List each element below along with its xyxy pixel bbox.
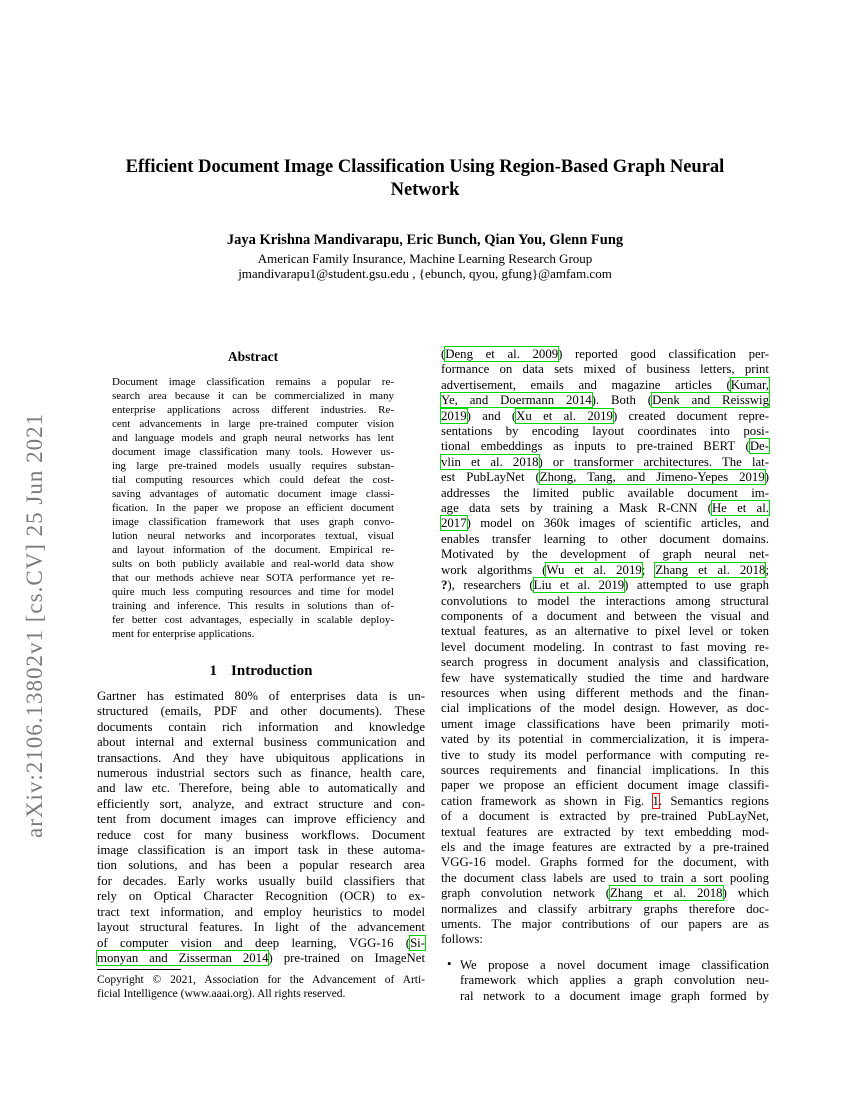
text-line: Network [390,180,460,200]
text-line: (Deng et al. 2009) reported good classification per- [441,347,769,361]
text-line: addresses the limited public available document im- [441,485,769,500]
citation-link[interactable]: 2019 [441,408,467,423]
text-line: image classification is an import task in these automa- [97,843,425,858]
text-line: normalizes and classify arbitrary graphs therefore doc- [441,901,769,916]
text-line: est PubLayNet (Zhong, Tang, and Jimeno-Yepes 2019) [441,470,769,485]
text-line: els and the image features are extracted by a pre-trained [441,840,769,854]
citation-link[interactable]: Si- [410,935,425,950]
text-line: saving advantages of automatic document image classi- [112,488,394,500]
contribution-bullet-item [441,958,769,1004]
text-line: cent advancements in large pre-trained computer vision [112,418,394,430]
text-span: ? [441,578,448,593]
citation-link[interactable]: Liu et al. 2019 [533,578,625,593]
text-line: training and inference. This results in solutions than of- [112,600,394,612]
citation-link[interactable]: Deng et al. 2009 [445,347,559,361]
text-line: vlin et al. 2018) or transformer architectures. The lat- [441,454,770,469]
citation-link[interactable]: Xu et al. 2019 [516,408,613,423]
text-line: ing large pre-trained models usually requires substan- [112,460,394,472]
affiliation: American Family Insurance, Machine Learning Research Group [257,251,593,266]
paper-title [85,156,765,202]
citation-link[interactable]: monyan and Zisserman 2014 [97,950,269,965]
text-line: sentations by encoding layout coordinates into posi- [441,424,769,439]
text-line: that our methods achieve near SOTA performance yet re- [112,572,394,584]
arxiv-watermark: arXiv:2106.13802v1 [cs.CV] 25 Jun 2021 [22,412,47,838]
section-heading-introduction [97,663,425,680]
text-line: advertisement, emails and magazine articles (Kumar, [441,377,769,392]
text-line: ficial Intelligence (www.aaai.org). All rights reserved. [97,988,346,1001]
text-line: formance on data sets mixed of business letters, print [441,362,769,377]
text-line: VGG-16 model. Graphs formed for the document, with [441,855,769,870]
section-title: Introduction [231,663,313,679]
text-line: for decades. Early works usually build classifiers that [97,873,425,888]
text-line: We propose a novel document image classification [460,958,769,972]
text-line: layout structural features. In light of the advancement [97,920,425,935]
text-line: and layout information of the document. Empirical re- [112,544,394,556]
text-line: search area because it can be commercialized in many [112,390,394,402]
text-line: 2019) and (Xu et al. 2019) created document repre- [441,408,769,423]
text-line: image classification framework that uses graph convo- [112,516,394,528]
text-line: fer better cost advantages, especially in scalable deploy- [112,614,394,626]
text-line: textual features are extracted by text embedding mod- [441,824,769,839]
citation-link[interactable]: Wu et al. 2019 [546,562,642,577]
text-line: efficiently sort, analyze, and extract structure and con- [97,796,425,811]
text-line: tial computing resources which could defeat the cost- [112,474,394,486]
text-line: tive to study its model performance with computing re- [441,747,769,762]
text-line: fication. In the paper we propose an efficient document [112,502,394,514]
text-line: enterprise applications across different industries. Re- [112,404,394,416]
citation-link[interactable]: Ye, and Doermann 2014 [441,393,592,408]
citation-link[interactable]: vlin et al. 2018 [441,454,539,469]
text-line: lution neural networks and incorporates textual, visual [112,530,394,542]
text-line: convolutions to model the interactions among structural [441,593,769,608]
text-line: reduce cost for many business workflows. Document [97,827,425,842]
text-line: paper we propose an efficient document image classifi- [441,778,769,793]
text-line: sults on both publicly available and real-world data show [112,558,394,570]
text-line: tional embeddings as inputs to pre-trained BERT (De- [441,439,769,454]
text-line: cial implications of the model design. However, as doc- [441,701,769,716]
introduction-text [97,689,425,966]
text-line: few have systematically studied the time and hardware [441,670,769,685]
text-line: level document modeling. In contrast to fast moving re- [441,639,769,654]
text-line: sources requirements and financial implications. In this [441,762,769,777]
text-line: Ye, and Doermann 2014). Both (Denk and Reisswig [441,393,769,408]
text-line: follows: [441,932,483,947]
text-line: tion solutions, and has been a popular research area [97,858,425,873]
text-line: components of a document and between the visual and [441,608,769,623]
text-line: graph convolution network (Zhang et al. 2018) which [441,886,769,901]
text-line: Motivated by the development of graph neural net- [441,547,769,562]
text-line: numerous industrial sectors such as finance, health care, [97,766,425,781]
text-line: rely on Optical Character Recognition (OCR) to ex- [97,889,425,904]
citation-link[interactable]: Zhong, Tang, and Jimeno-Yepes 2019 [539,470,765,485]
citation-link[interactable]: Kumar, [730,377,769,392]
text-line: resources when using different methods and the finan- [441,685,769,700]
text-line: monyan and Zisserman 2014) pre-trained on ImageNet [97,950,425,965]
text-line: ?), researchers (Liu et al. 2019) attempted to use graph [441,578,769,593]
text-line: about internal and external business communication and [97,735,425,750]
text-line: of a document is extracted by pre-trained PubLayNet, [441,809,769,824]
text-line: Copyright © 2021, Association for the Advancement of Arti- [97,974,425,986]
text-line: Document image classification remains a popular re- [112,376,394,388]
citation-link[interactable]: Denk and Reisswig [652,393,769,408]
citation-link[interactable]: Zhang et al. 2018 [655,562,766,577]
text-line: search progress in document analysis and classification, [441,655,769,670]
author-emails: jmandivarapu1@student.gsu.edu , {ebunch, qyou, gfung}@amfam.com [238,266,612,281]
citation-link[interactable]: De- [749,439,769,454]
text-line: of computer vision and deep learning, VGG-16 (Si- [97,935,425,950]
text-line: Gartner has estimated 80% of enterprises data is un- [97,689,425,703]
text-line: framework which applies a graph convolution neu- [460,973,769,988]
bullet-icon: • [447,957,452,971]
text-line: ment for enterprise applications. [112,628,255,640]
footnote-rule [97,969,181,970]
citation-link[interactable]: 2017 [441,516,467,531]
right-column-text [441,347,769,948]
text-line: ral network to a document image graph formed by [460,988,769,1003]
text-line: cation framework as shown in Fig. 1. Semantics regions [441,793,769,808]
text-line: tent from document images can improve efficiency and [97,812,425,827]
text-line: uments. The major contributions of our papers are as [441,917,769,932]
text-line: tract text information, and employ heuristics to model [97,904,425,919]
copyright-footnote [97,973,425,1002]
text-line: quire much less computing resources and time for model [112,586,394,598]
text-line: vated by its potential in commercialization, it is impera- [441,732,769,747]
text-line: work algorithms (Wu et al. 2019; Zhang et al. 2018; [441,562,770,577]
text-line: transactions. And they have ubiquitous applications in [97,750,425,765]
text-line: and law etc. Therefore, being able to automatically and [97,781,425,796]
text-line: ument image classifications have been primarily moti- [441,716,769,731]
text-line: 2017) model on 360k images of scientific articles, and [441,516,769,531]
text-line: the document class labels are used to train a sort pooling [441,870,769,885]
text-line: document image classification many tools. However us- [112,446,394,458]
text-line: enables transfer learning to other document domains. [441,531,769,546]
citation-link[interactable]: Zhang et al. 2018 [610,886,723,901]
text-line: Efficient Document Image Classification Using Region-Based Graph Neural [125,157,725,177]
text-line: textual features, as an alternative to pixel level or token [441,624,769,639]
abstract-text [112,375,394,641]
author-list: Jaya Krishna Mandivarapu, Eric Bunch, Qian You, Glenn Fung [226,232,624,248]
text-line: age data sets by training a Mask R-CNN (He et al. [441,501,769,516]
text-line: and language models and graph neural networks has lent [112,432,394,444]
citation-link[interactable]: He et al. [711,501,769,516]
section-number: 1 [209,663,218,679]
text-line: structured (emails, PDF and other documents). These [97,704,425,719]
text-line: documents contain rich information and knowledge [97,719,425,734]
abstract-heading: Abstract [227,349,279,364]
contribution-bullet-text [460,958,769,1004]
figure-ref-link[interactable]: 1 [652,793,659,808]
